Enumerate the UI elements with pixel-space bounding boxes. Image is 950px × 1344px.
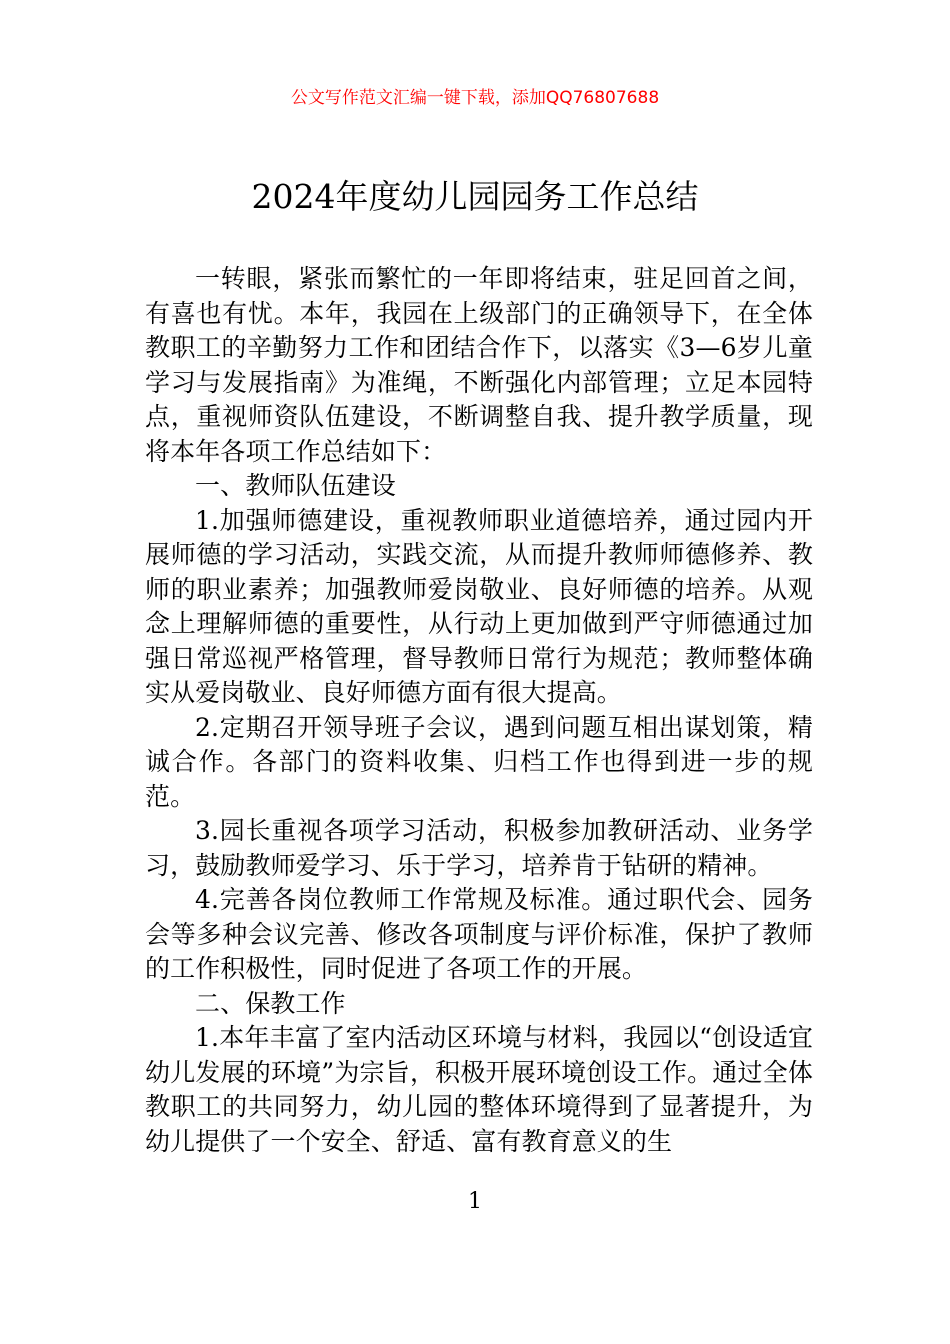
- document-body: [145, 262, 813, 1159]
- paragraph-item-3: 3.园长重视各项学习活动，积极参加教研活动、业务学习，鼓励教师爱学习、乐于学习，培养肯于钻研的精神。: [145, 816, 813, 880]
- paragraph-item-1: 1.加强师德建设，重视教师职业道德培养，通过园内开展师德的学习活动，实践交流，从而提升教师师德修养、教师的职业素养；加强教师爱岗敬业、良好师德的培养。从观念上理解师德的重要性，从行动上更加做到严守师德通过加强日常巡视严格管理，督导教师日常行为规范；教师整体确实从爱岗敬业、良好师德方面有很大提高。: [145, 505, 813, 707]
- section-heading-teacher-team: 一、教师队伍建设: [195, 471, 396, 500]
- document-title: 2024年度幼儿园园务工作总结: [251, 177, 699, 216]
- section-heading-care-education: 二、保教工作: [195, 988, 346, 1018]
- paragraph-item-4: 4.完善各岗位教师工作常规及标准。通过职代会、园务会等多种会议完善、修改各项制度与评价标准，保护了教师的工作积极性，同时促进了各项工作的开展。: [145, 885, 813, 983]
- paragraph-care-item-1: 1.本年丰富了室内活动区环境与材料，我园以“创设适宜幼儿发展的环境”为宗旨，积极开展环境创设工作。通过全体教职工的共同努力，幼儿园的整体环境得到了显著提升，为幼儿提供了一个安全、舒适、富有教育意义的生: [145, 1023, 813, 1156]
- header-ad-text: 公文写作范文汇编一键下载，添加QQ76807688: [290, 88, 660, 108]
- page-number: 1: [468, 1189, 482, 1214]
- paragraph-item-2: 2.定期召开领导班子会议，遇到问题互相出谋划策，精诚合作。各部门的资料收集、归档工作也得到进一步的规范。: [145, 712, 813, 811]
- paragraph-intro: 一转眼，紧张而繁忙的一年即将结束，驻足回首之间，有喜也有忧。本年，我园在上级部门的正确领导下，在全体教职工的辛勤努力工作和团结合作下，以落实《3—6岁儿童学习与发展指南》为准绳，不断强化内部管理；立足本园特点，重视师资队伍建设，不断调整自我、提升教学质量，现将本年各项工作总结如下：: [145, 264, 813, 466]
